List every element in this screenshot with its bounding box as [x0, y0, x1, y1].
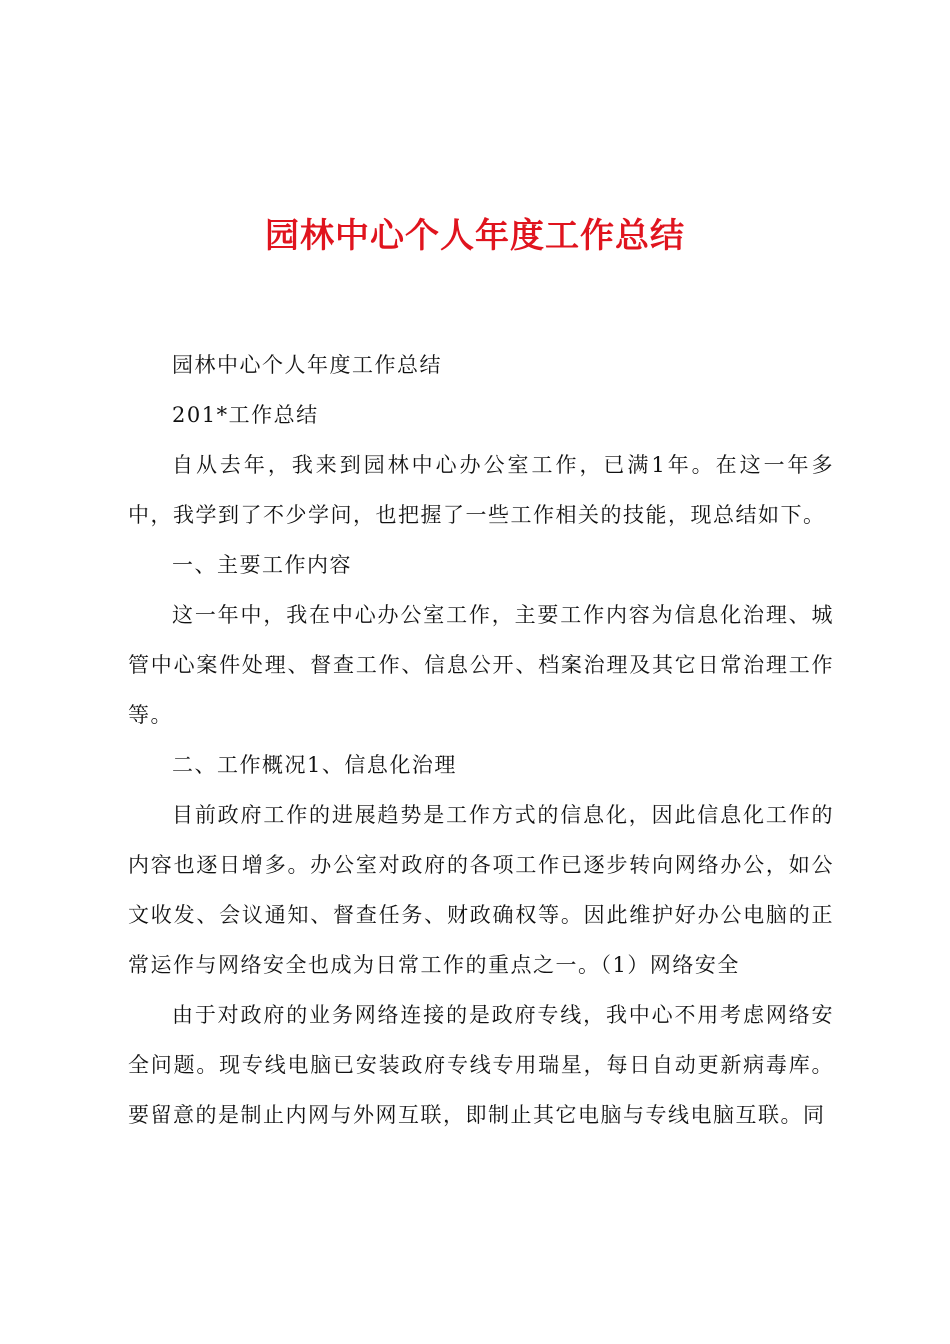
section-heading-overview: 二、工作概况1、信息化治理	[172, 753, 457, 777]
section-heading-main-work: 一、主要工作内容	[172, 553, 352, 577]
paragraph-network-security: 由于对政府的业务网络连接的是政府专线，我中心不用考虑网络安全问题。现专线电脑已安装政府专线专用瑞星，每日自动更新病毒库。要留意的是制止内网与外网互联，即制止其它电脑与专线电脑互联。同	[128, 1003, 834, 1127]
paragraph-heading-repeat: 园林中心个人年度工作总结	[172, 353, 442, 377]
paragraph-main-work: 这一年中，我在中心办公室工作，主要工作内容为信息化治理、城管中心案件处理、督查工作、信息公开、档案治理及其它日常治理工作等。	[128, 603, 834, 727]
paragraph-subtitle: 201*工作总结	[172, 403, 319, 427]
paragraph-informatization: 目前政府工作的进展趋势是工作方式的信息化，因此信息化工作的内容也逐日增多。办公室对政府的各项工作已逐步转向网络办公，如公文收发、会议通知、督查任务、财政确权等。因此维护好办公电脑的正常运作与网络安全也成为日常工作的重点之一。（1）网络安全	[128, 803, 834, 977]
document-body	[128, 340, 834, 1140]
document-title: 园林中心个人年度工作总结	[265, 216, 685, 256]
paragraph-intro: 自从去年，我来到园林中心办公室工作，已满1年。在这一年多中，我学到了不少学问，也把握了一些工作相关的技能，现总结如下。	[128, 453, 834, 527]
